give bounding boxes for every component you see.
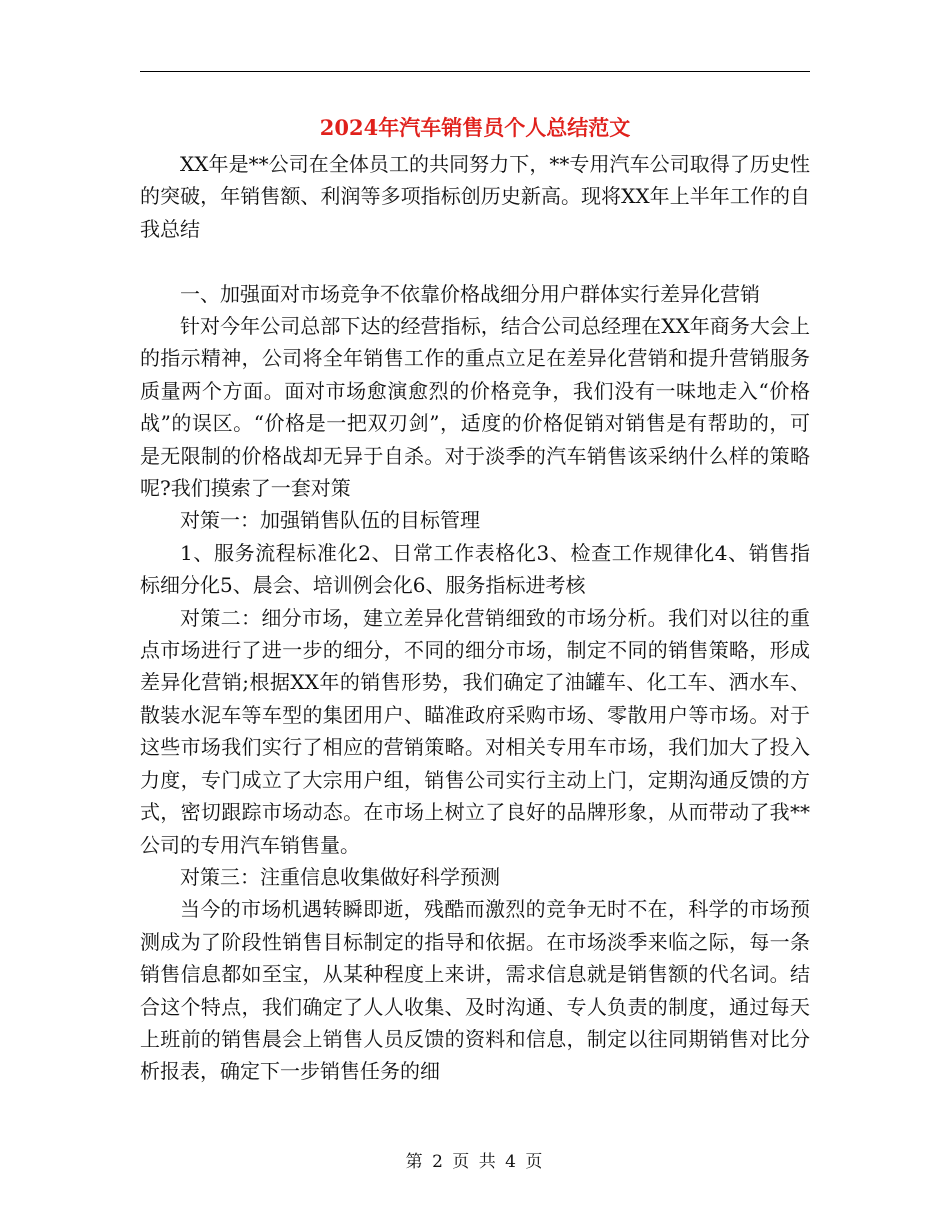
section-heading-1: 一、加强面对市场竞争不依靠价格战细分用户群体实行差异化营销 xyxy=(180,281,760,306)
paragraph-blank xyxy=(140,245,810,277)
countermeasure-2: 对策二：细分市场，建立差异化营销细致的市场分析。我们对以往的重点市场进行了进一步的细分，不同的细分市场，制定不同的销售策略，形成差异化营销;根据XX年的销售形势，我们确定了油罐车、化工车、洒水车、散装水泥车等车型的集团用户、瞄准政府采购市场、零散用户等市场。对于这些市场我们实行了相应的营销策略。对相关专用车市场，我们加大了投入力度，专门成立了大宗用户组，销售公司实行主动上门，定期沟通反馈的方式，密切跟踪市场动态。在市场上树立了良好的品牌形象，从而带动了我**公司的专用汽车销售量。 xyxy=(140,605,810,857)
countermeasure-1-heading: 对策一：加强销售队伍的目标管理 xyxy=(180,508,480,533)
header-rule xyxy=(140,71,810,72)
countermeasure-3-heading: 对策三：注重信息收集做好科学预测 xyxy=(180,864,500,889)
paragraph-strategy-overview: 针对今年公司总部下达的经营指标，结合公司总经理在XX年商务大会上的指示精神，公司将全年销售工作的重点立足在差异化营销和提升营销服务质量两个方面。面对市场愈演愈烈的价格竞争，我们没有一味地走入“价格战”的误区。“价格是一把双刃剑”，适度的价格促销对销售是有帮助的，可是无限制的价格战却无异于自杀。对于淡季的汽车销售该采纳什么样的策略呢?我们摸索了一套对策 xyxy=(140,314,810,501)
paragraph-forecasting: 当今的市场机遇转瞬即逝，残酷而激烈的竞争无时不在，科学的市场预测成为了阶段性销售目标制定的指导和依据。在市场淡季来临之际，每一条销售信息都如至宝，从某种程度上来讲，需求信息就是销售额的代名词。结合这个特点，我们确定了人人收集、及时沟通、专人负责的制度，通过每天上班前的销售晨会上销售人员反馈的资料和信息，制定以往同期销售对比分析报表，确定下一步销售任务的细 xyxy=(140,897,810,1084)
paragraph-intro: XX年是**公司在全体员工的共同努力下，**专用汽车公司取得了历史性的突破，年销售额、利润等多项指标创历史新高。现将XX年上半年工作的自我总结 xyxy=(140,152,810,241)
page-number: 第 2 页 共 4 页 xyxy=(405,1152,545,1172)
document-body xyxy=(140,148,810,1088)
document-title: 2024年汽车销售员个人总结范文 xyxy=(319,115,631,140)
countermeasure-1-list: 1、服务流程标准化2、日常工作表格化3、检查工作规律化4、销售指标细分化5、晨会、培训例会化6、服务指标进考核 xyxy=(140,540,810,598)
